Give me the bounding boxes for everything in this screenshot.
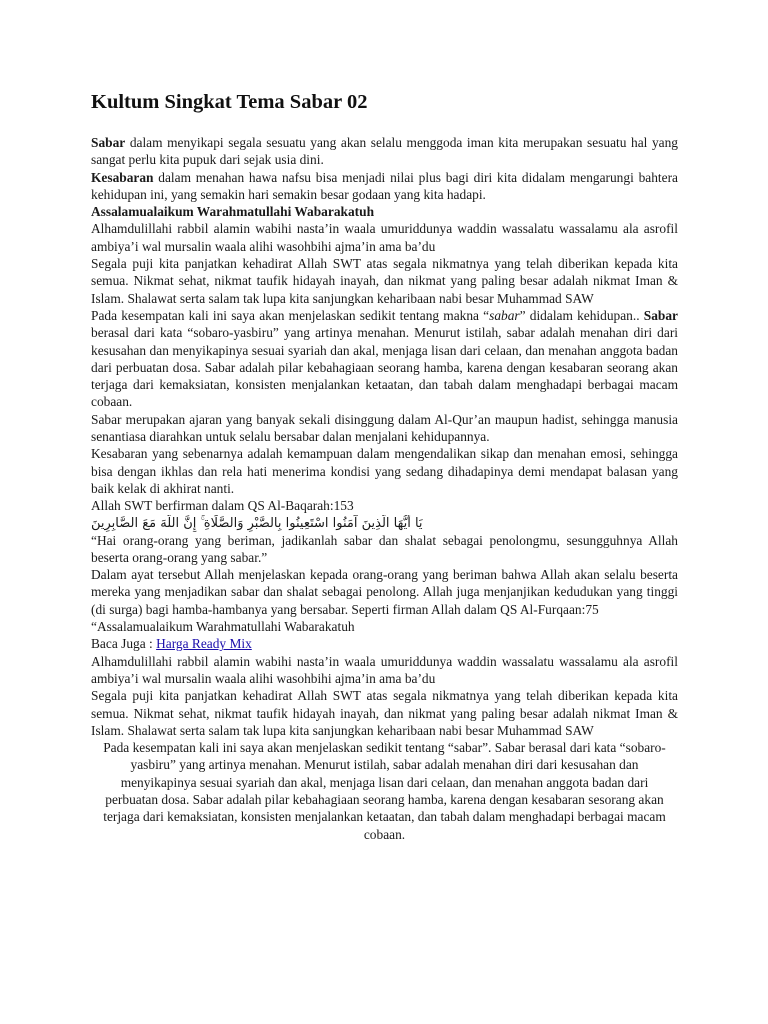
sabar-bold: Sabar: [643, 307, 678, 323]
kesempatan-text-2: ” didalam kehidupan..: [519, 307, 644, 323]
page-title: Kultum Singkat Tema Sabar 02: [91, 91, 368, 113]
alhamdulillah-paragraph-2: Alhamdulillahi rabbil alamin wabihi nasta’in waala umuriddunya waddin wassalatu wassalamu ala asrofil ambiya’i wal mursalin waala alihi wasohbihi ajma’in ama ba’du: [91, 653, 678, 686]
intro-kesabaran-paragraph: [91, 169, 678, 204]
kesabaran-sebenarnya-paragraph: Kesabaran yang sebenarnya adalah kemampuan dalam mengendalikan sikap dan menahan emosi, sehingga bisa dengan ikhlas dan rela hati menerima kondisi yang sedang dihadapinya demi mendapat balasan yang baik kelak di akhirat nanti.: [91, 446, 678, 496]
segala-puji-paragraph: Segala puji kita panjatkan kehadirat Allah SWT atas segala nikmatnya yang telah diberikan kepada kita semua. Nikmat sehat, nikmat taufik hidayah inayah, dan nikmat yang paling besar adalah nikmat Iman & Islam. Shalawat serta salam tak lupa kita sanjungkan keharibaan nabi besar Muhammad SAW: [91, 256, 678, 306]
kesempatan-paragraph: [91, 307, 678, 411]
alhamdulillah-paragraph: Alhamdulillahi rabbil alamin wabihi nasta’in waala umuriddunya waddin wassalatu wassalamu ala asrofil ambiya’i wal mursalin waala alihi wasohbihi ajma’in ama ba’du: [91, 221, 678, 254]
greeting-quote: “Assalamualaikum Warahmatullahi Wabarakatuh: [91, 619, 355, 635]
ajaran-paragraph: Sabar merupakan ajaran yang banyak sekali disinggung dalam Al-Qur’an maupun hadist, sehingga manusia senantiasa diarahkan untuk selalu bersabar dalan menjalani kehidupannya.: [91, 411, 678, 445]
baca-juga-label: Baca Juga :: [91, 636, 157, 652]
sabar-text: dalam menyikapi segala sesuatu yang akan selalu menggoda iman kita merupakan sesuatu hal yang sangat perlu kita pupuk dari sejak usia dini.: [91, 135, 678, 168]
document-page: [91, 88, 678, 843]
firman-line: Allah SWT berfirman dalam QS Al-Baqarah:153: [91, 498, 354, 514]
segala-puji-paragraph-2: Segala puji kita panjatkan kehadirat Allah SWT atas segala nikmatnya yang telah diberikan kepada kita semua. Nikmat sehat, nikmat taufik hidayah inayah, dan nikmat yang paling besar adalah nikmat Iman & Islam. Shalawat serta salam tak lupa kita sanjungkan keharibaan nabi besar Muhammad SAW: [91, 688, 678, 738]
greeting-heading: Assalamualaikum Warahmatullahi Wabarakatuh: [91, 204, 375, 220]
sabar-italic: sabar: [489, 307, 520, 323]
dalam-ayat-paragraph: Dalam ayat tersebut Allah menjelaskan kepada orang-orang yang beriman bahwa Allah akan selalu beserta mereka yang menjadikan sabar dan shalat sebagai penolong. Allah juga menjanjikan kedudukan yang tinggi (di surga) bagi hamba-hambanya yang bersabar. Seperti firman Allah dalam QS Al-Furqaan:75: [91, 567, 678, 617]
sabar-keyword: Sabar: [91, 135, 126, 150]
kesempatan-text-1: Pada kesempatan kali ini saya akan menjelaskan sedikit tentang makna “: [91, 307, 490, 323]
kesabaran-keyword: Kesabaran: [91, 169, 154, 185]
intro-sabar-paragraph: [91, 134, 678, 169]
kesempatan-text-3: berasal dari kata “sobaro-yasbiru” yang artinya menahan. Menurut istilah, sabar adalah menahan diri dari kesusahan dan menyikapinya sesuai syariah dan akal, menjaga lisan dari celaan, dan menahan anggota badan dari perbuatan dosa. Sabar adalah pilar kebahagiaan seorang hamba, karena dengan kesabaran seorang akan terjaga dari kemaksiatan, konsisten menjalankan ketaatan, dan tabah dalam menghadapi berbagai macam cobaan.: [91, 325, 678, 410]
baca-juga-line: [91, 635, 678, 652]
kesabaran-text: dalam menahan hawa nafsu bisa menjadi nilai plus bagi diri kita didalam mengarungi bahtera kehidupan ini, yang semakin hari semakin besar godaan yang kita hadapi.: [91, 169, 678, 202]
centered-paragraph: Pada kesempatan kali ini saya akan menjelaskan sedikit tentang “sabar”. Sabar berasal dari kata “sobaro-yasbiru” yang artinya menahan. Menurut istilah, sabar adalah menahan diri dari kesusahan dan menyikapinya sesuai syariah dan akal, menjaga lisan dari celaan, dan menahan anggota badan dari perbuatan dosa. Sabar adalah pilar kebahagiaan seorang hamba, karena dengan kesabaran sesorang akan terjaga dari kemaksiatan, konsisten menjalankan ketaatan, dan tabah dalam menghadapi berbagai macam cobaan.: [103, 740, 666, 842]
translation-paragraph: “Hai orang-orang yang beriman, jadikanlah sabar dan shalat sebagai penolongmu, sesungguhnya Allah beserta orang-orang yang sabar.”: [91, 532, 678, 565]
arabic-verse: يَا أَيُّهَا الَّذِينَ آمَنُوا اسْتَعِينُوا بِالصَّبْرِ وَالصَّلَاةِ ۚ إِنَّ اللَّهَ مَعَ الصَّابِرِينَ: [91, 515, 423, 531]
harga-ready-mix-link[interactable]: Harga Ready Mix: [156, 636, 252, 652]
